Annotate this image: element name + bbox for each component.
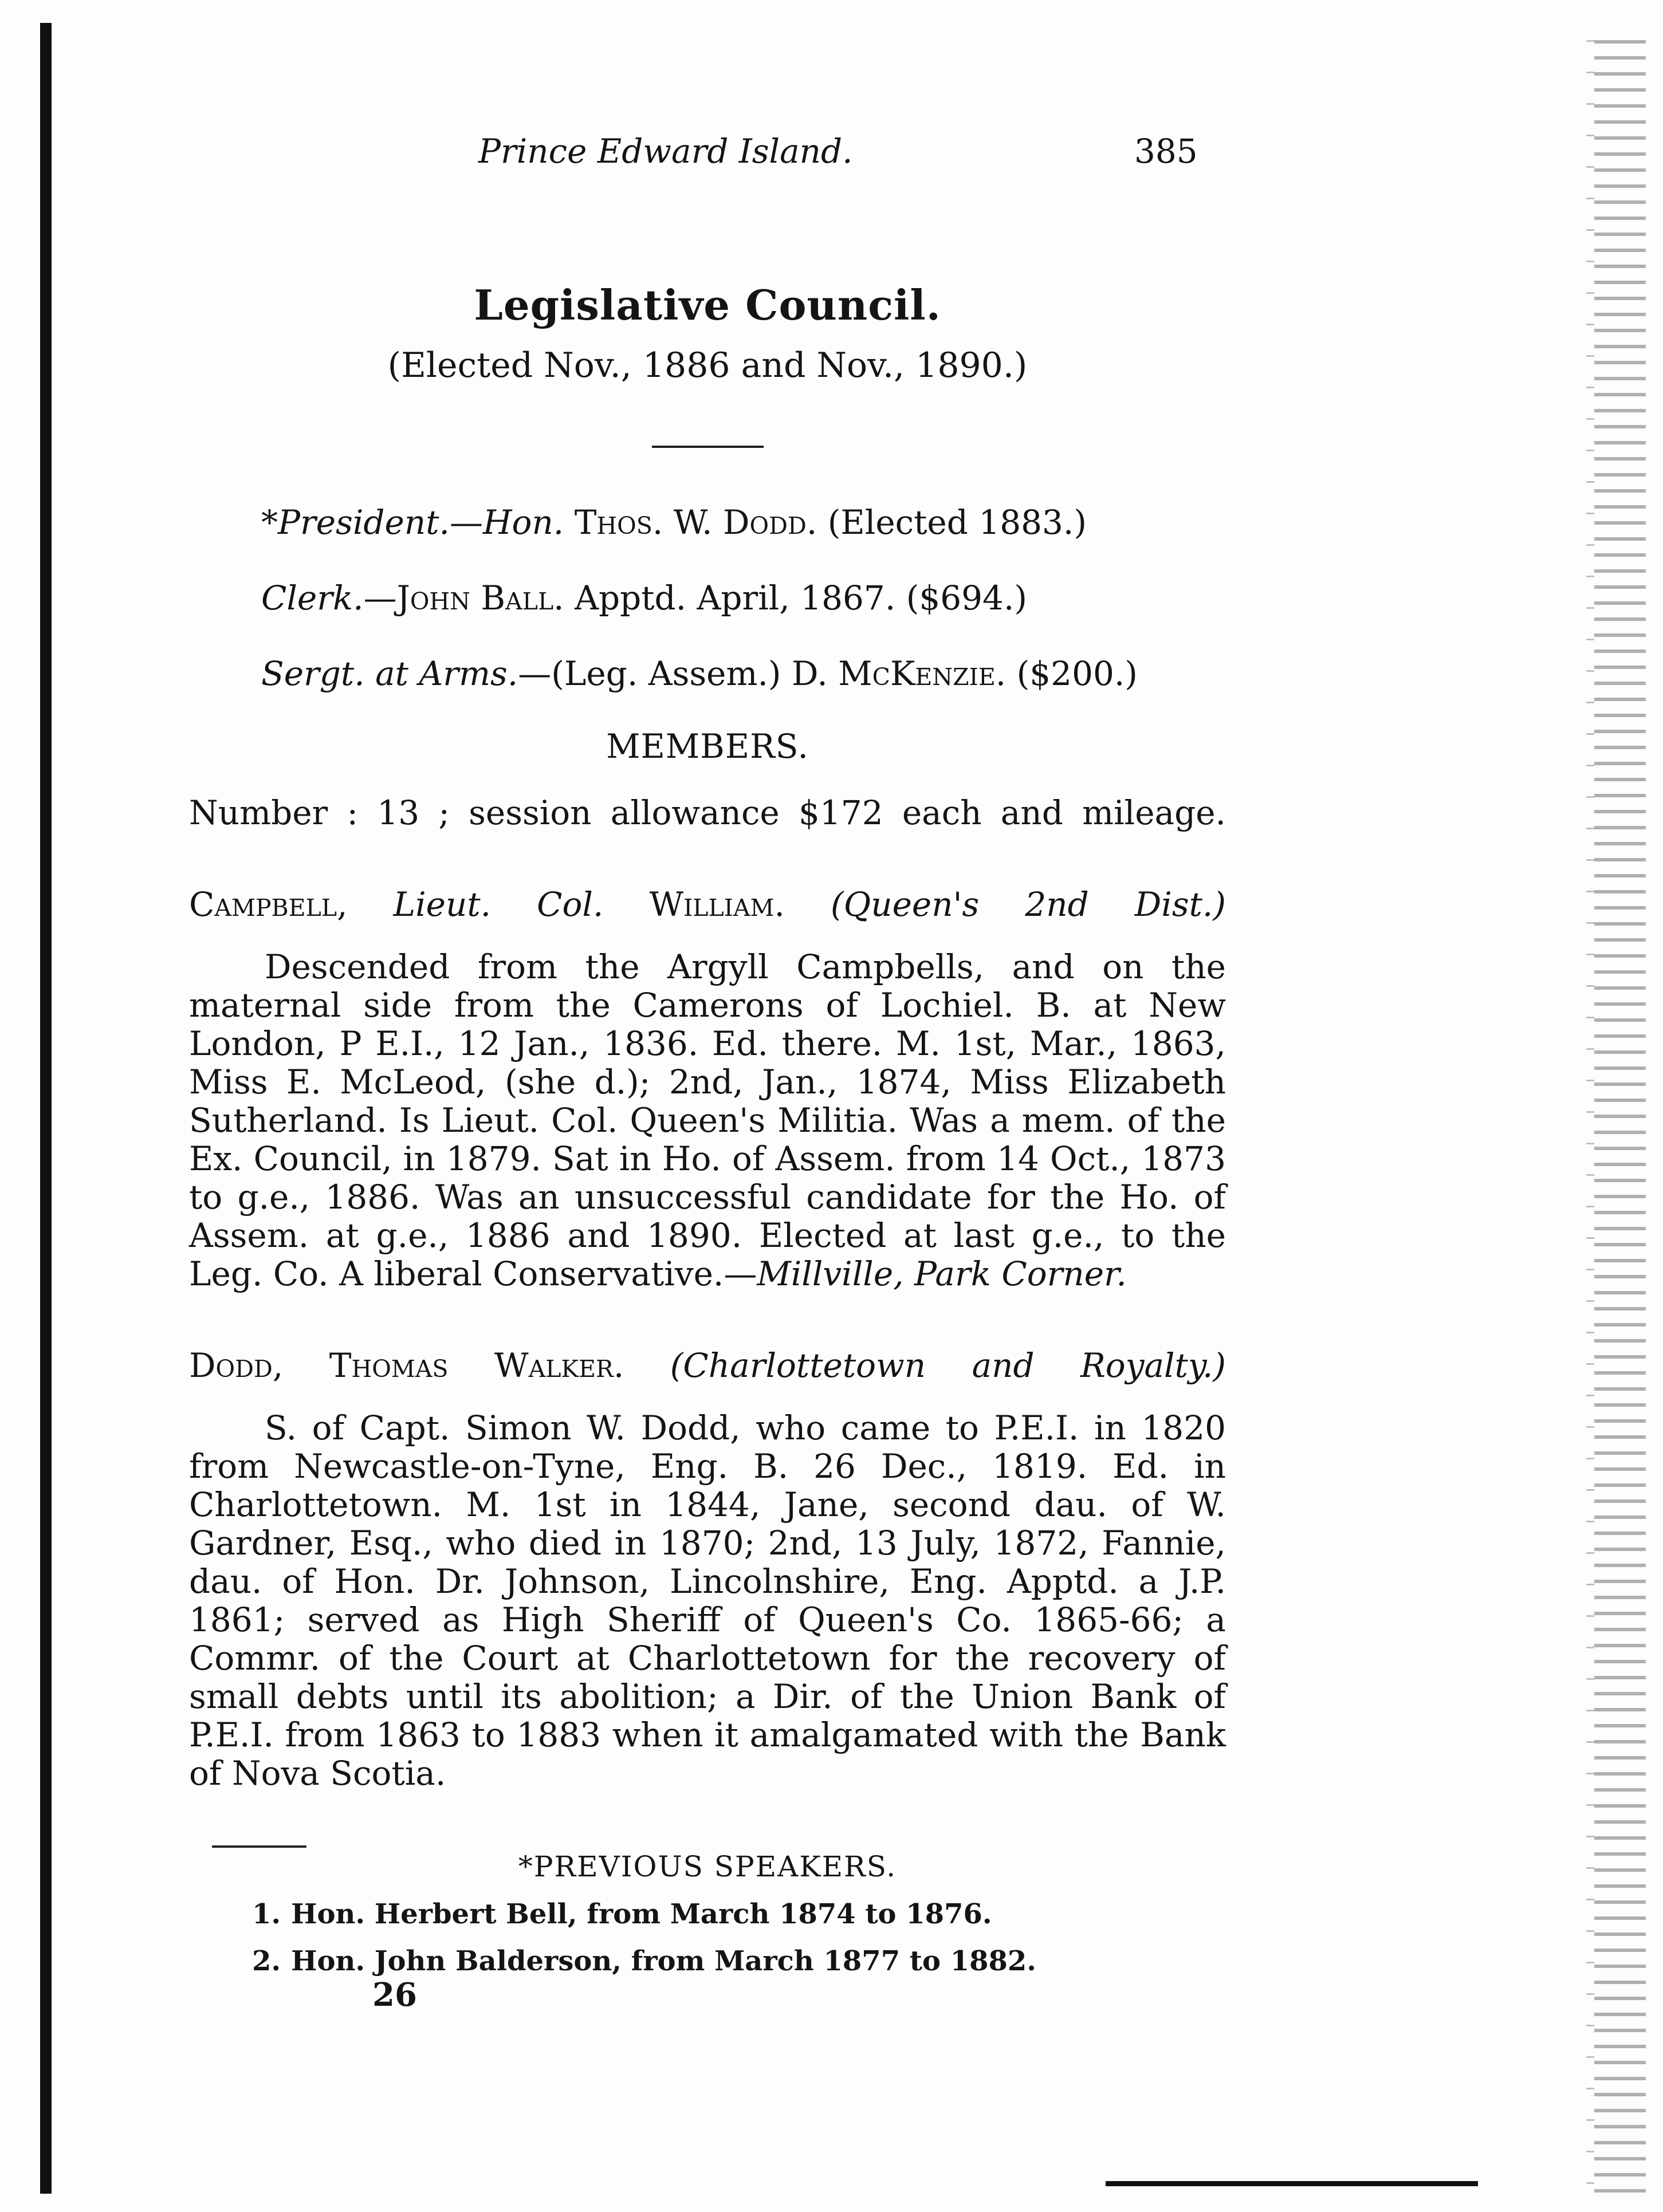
running-header	[189, 132, 1226, 195]
entry-given-name: Thomas Walker.	[329, 1346, 624, 1385]
officer-note: Apptd. April, 1867.	[575, 578, 896, 617]
page-number: 385	[1134, 132, 1198, 171]
officer-role: *President.	[261, 503, 450, 542]
entry-bio-text: S. of Capt. Simon W. Dodd, who came to P.E.I. in 1820 from Newcastle-on-Tyne, Eng. B. 26 Dec., 1819. Ed. in Charlottetown. M. 1st in 1844, Jane, second dau. of W. Gardner, Esq., who died in 1870; 2nd, 13 July, 1872, Fannie, dau. of Hon. Dr. Johnson, Lincolnshire, Eng. Apptd. a J.P. 1861; served as High Sheriff of Queen's Co. 1865-66; a Commr. of the Court at Charlottetown for the recovery of small debts until its abolition; a Dir. of the Union Bank of P.E.I. from 1863 to 1883 when it amalgamated with the Bank of Nova Scotia.	[189, 1408, 1226, 1793]
officer-name: Thos. W. Dodd.	[574, 503, 817, 542]
footnote-item-number: 2.	[252, 1945, 281, 1977]
footnote-item	[252, 1945, 1226, 1977]
officer-name: McKenzie.	[838, 654, 1007, 693]
footnote-divider	[212, 1845, 306, 1848]
entry-surname: Campbell,	[189, 885, 348, 924]
entry-given-name: William.	[649, 885, 785, 924]
entry-heading-campbell	[189, 885, 1226, 924]
entry-bio-dodd	[189, 1409, 1226, 1793]
section-title: Legislative Council.	[474, 281, 941, 329]
footnote-item-text: Hon. John Balderson, from March 1877 to 1882.	[291, 1945, 1037, 1977]
officer-president	[261, 502, 1226, 542]
entry-heading-dodd	[189, 1346, 1226, 1385]
officer-sergeant-at-arms	[261, 654, 1226, 694]
bottom-scan-rule	[1106, 2181, 1478, 2186]
officer-prefix: —	[363, 578, 397, 617]
officer-prefix: —(Leg. Assem.) D.	[518, 654, 828, 693]
entry-surname: Dodd,	[189, 1346, 284, 1385]
officer-role: Clerk.	[261, 578, 364, 617]
officer-role: Sergt. at Arms.	[261, 654, 518, 693]
members-heading: MEMBERS.	[606, 727, 809, 766]
footnote-item-number: 1.	[252, 1898, 281, 1930]
entry-bio-text: Descended from the Argyll Campbells, and on the maternal side from the Camerons of Lochiel. B. at New London, P E.I., 12 Jan., 1836. Ed. there. M. 1st, Mar., 1863, Miss E. McLeod, (she d.); 2nd, Jan., 1874, Miss Elizabeth Sutherland. Is Lieut. Col. Queen's Militia. Was a mem. of the Ex. Council, in 1879. Sat in Ho. of Assem. from 14 Oct., 1873 to g.e., 1886. Was an unsuccessful candidate for the Ho. of Assem. at g.e., 1886 and 1890. Elected at last g.e., to the Leg. Co. A liberal Conservative.	[189, 947, 1226, 1293]
entry-district: (Charlottetown and Royalty.)	[670, 1346, 1226, 1385]
running-title: Prince Edward Island.	[478, 132, 853, 171]
members-number-line: Number : 13 ; session allowance $172 each and mileage.	[189, 793, 1226, 832]
page-right-scan-speckle	[1586, 40, 1594, 2194]
footnote-item	[252, 1898, 1226, 1930]
entry-address: —Millville, Park Corner.	[724, 1254, 1127, 1293]
footnote-heading: *PREVIOUS SPEAKERS.	[518, 1850, 897, 1883]
officer-clerk	[261, 578, 1226, 618]
section-subtitle: (Elected Nov., 1886 and Nov., 1890.)	[387, 345, 1028, 385]
officer-salary: ($200.)	[1016, 654, 1138, 693]
officer-note: (Elected 1883.)	[827, 503, 1087, 542]
footnote-item-text: Hon. Herbert Bell, from March 1874 to 1876.	[291, 1898, 992, 1930]
officer-name: John Ball.	[396, 578, 564, 617]
officer-salary: ($694.)	[906, 578, 1028, 617]
page-right-scan-edge	[1594, 40, 1646, 2194]
section-divider	[652, 446, 764, 448]
entry-bio-campbell	[189, 948, 1226, 1293]
page-binding-edge	[40, 23, 52, 2194]
entry-district: (Queen's 2nd Dist.)	[831, 885, 1226, 924]
officer-prefix: —Hon.	[449, 503, 564, 542]
document-page	[189, 132, 1226, 2014]
signature-mark: 26	[372, 1976, 417, 2014]
entry-rank: Lieut. Col.	[393, 885, 604, 924]
